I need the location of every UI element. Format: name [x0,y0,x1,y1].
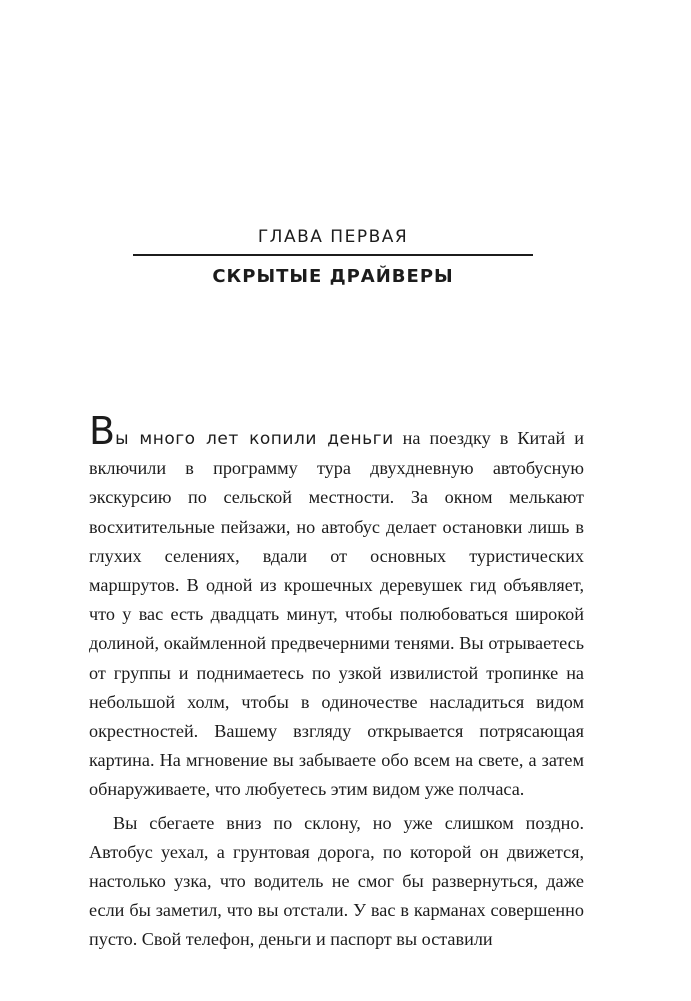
paragraph-first [89,409,584,805]
chapter-label: ГЛАВА ПЕРВАЯ [257,227,409,247]
drop-initial: В [89,409,116,453]
chapter-body [89,409,584,955]
paragraph-1-text: на поездку в Китай и включили в программу тура двухдневную автобусную экскурсию по сельской местности. За окном мелькают восхитительные пейзажи, но автобус делает остановки лишь в глухих селениях, вдали от основных туристических маршрутов. В одной из крошечных деревушек гид объявляет, что у вас есть двадцать минут, чтобы полюбоваться широкой долиной, окаймленной предвечерними тенями. Вы отрываетесь от группы и поднимаетесь по узкой извилистой тропинке на небольшой холм, чтобы в одиночестве насладиться видом окрестностей. Вашему взгляду открывается потрясающая картина. На мгновение вы забываете обо всем на свете, а затем обнаруживаете, что любуетесь этим видом уже полчаса. [89,428,584,800]
chapter-divider [133,254,533,256]
chapter-header [133,224,533,290]
paragraph-second: Вы сбегаете вниз по склону, но уже слишком поздно. Автобус уехал, а грунтовая дорога, по которой он движется, настолько узка, что водитель не смог бы развернуться, даже если бы заметил, что вы отстали. У вас в карманах совершенно пусто. Свой телефон, деньги и паспорт вы оставили [89,812,584,950]
lead-in-text: ы много лет копили деньги [115,429,394,449]
chapter-title: СКРЫТЫЕ ДРАЙВЕРЫ [212,266,454,287]
